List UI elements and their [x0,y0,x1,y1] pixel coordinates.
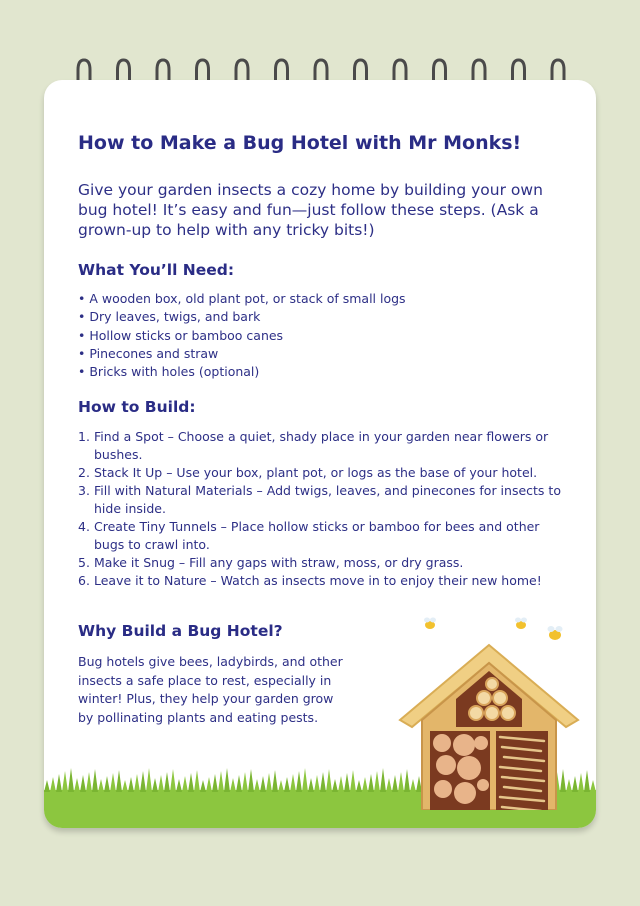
step-text: Stack It Up – Use your box, plant pot, or logs as the base of your hotel. [94,465,538,480]
step-item [78,572,568,590]
intro-paragraph: Give your garden insects a cozy home by building your own bug hotel! It’s easy and fun—just follow these steps. (Ask a grown-up to help with any tricky bits!) [78,181,543,239]
step-number: 5. [78,555,90,570]
step-number: 3. [78,483,90,498]
step-text: Find a Spot – Choose a quiet, shady place in your garden near flowers or bushes. [94,429,549,462]
step-number: 4. [78,519,90,534]
why-paragraph: Bug hotels give bees, ladybirds, and other insects a safe place to rest, especially in winter! Plus, they help your garden grow by pollinating plants and eating pests. [78,654,343,725]
why-heading: Why Build a Bug Hotel? [78,622,283,640]
build-steps [78,428,568,590]
list-item: • Dry leaves, twigs, and bark [78,308,406,326]
list-item: • Hollow sticks or bamboo canes [78,327,406,345]
step-item [78,554,568,572]
step-text: Create Tiny Tunnels – Place hollow sticks or bamboo for bees and other bugs to crawl into. [94,519,540,552]
list-item: • A wooden box, old plant pot, or stack of small logs [78,290,406,308]
list-item: • Pinecones and straw [78,345,406,363]
step-item [78,428,568,464]
step-item [78,464,568,482]
step-text: Fill with Natural Materials – Add twigs, leaves, and pinecones for insects to hide inside. [94,483,561,516]
list-item: • Bricks with holes (optional) [78,363,406,381]
step-text: Make it Snug – Fill any gaps with straw, moss, or dry grass. [94,555,464,570]
step-text: Leave it to Nature – Watch as insects move in to enjoy their new home! [94,573,542,588]
step-item [78,518,568,554]
page-title: How to Make a Bug Hotel with Mr Monks! [78,132,522,154]
step-number: 6. [78,573,90,588]
needs-heading: What You’ll Need: [78,261,235,279]
bee-icon [548,626,563,640]
bee-icon [515,618,527,630]
build-heading: How to Build: [78,398,196,416]
bug-hotel-illustration [394,605,584,810]
notebook-page [44,80,596,828]
step-number: 2. [78,465,90,480]
bee-icon [424,618,436,630]
step-item [78,482,568,518]
step-number: 1. [78,429,90,444]
needs-list [78,290,406,381]
